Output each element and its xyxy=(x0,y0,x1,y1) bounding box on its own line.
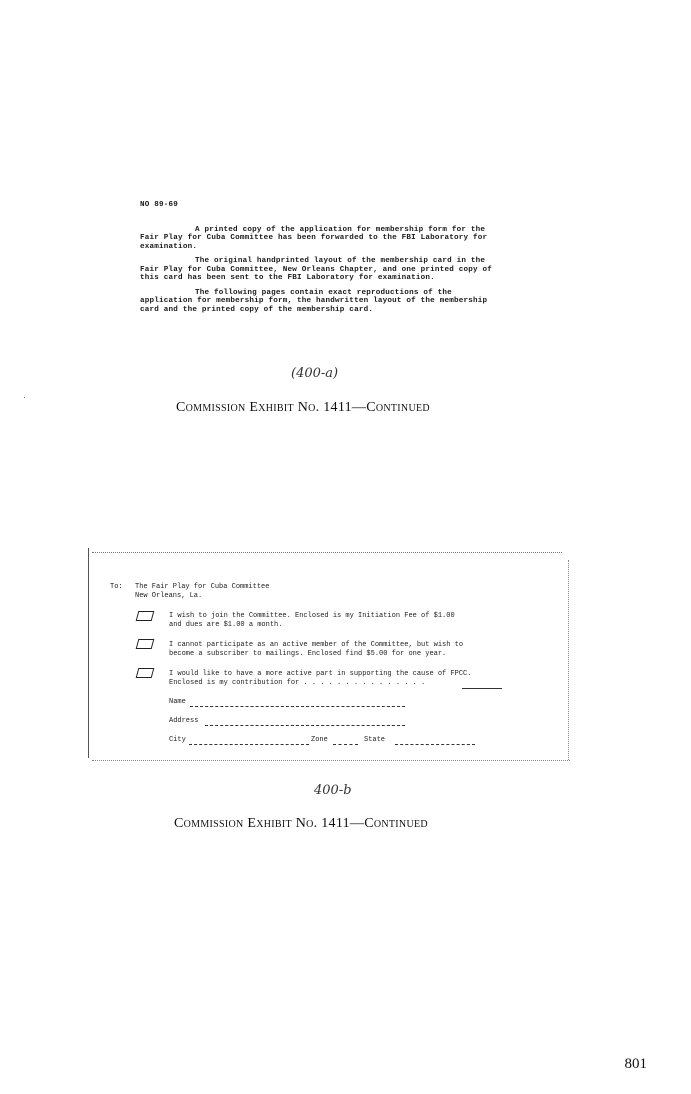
zone-label: Zone xyxy=(311,736,328,744)
card-right-edge xyxy=(568,560,569,760)
address-field[interactable] xyxy=(205,725,405,726)
option-subscribe-line-2: become a subscriber to mailings. Enclosed find $5.00 for one year. xyxy=(169,650,447,658)
exhibit-caption-top: Commission Exhibit No. 1411—Continued xyxy=(176,400,430,415)
contribution-blank[interactable] xyxy=(462,688,502,689)
memo-paragraph-1: A printed copy of the application for membership form for the Fair Play for Cuba Committee has been forwarded to the FBI Laboratory for examination. xyxy=(140,225,488,251)
option-join-line-2: and dues are $1.00 a month. xyxy=(169,621,283,629)
state-label: State xyxy=(364,736,386,744)
state-field[interactable] xyxy=(395,744,475,745)
margin-speck xyxy=(24,397,25,398)
addressee-line-2: New Orleans, La. xyxy=(135,592,203,600)
page-number: 801 xyxy=(624,1056,647,1072)
memo-paragraph-2: The original handprinted layout of the membership card in the Fair Play for Cuba Committee, New Orleans Chapter, and one printed copy of this card has been sent to the FBI Laboratory for examination. xyxy=(140,257,493,282)
option-contribute-line-2: Enclosed is my contribution for . . . . . . . . . . . . . . . xyxy=(169,679,426,687)
name-field[interactable] xyxy=(190,706,405,707)
card-bottom-edge xyxy=(92,760,570,761)
memo-paragraph-3: The following pages contain exact reproductions of the application for membership form, the handwritten layout of the membership card and the printed copy of the membership card. xyxy=(140,288,488,314)
address-label: Address xyxy=(169,717,199,725)
fbi-memo xyxy=(140,201,500,320)
addressee-line-1: The Fair Play for Cuba Committee xyxy=(135,583,270,591)
name-label: Name xyxy=(169,698,186,706)
handwritten-reference-b: 400-b xyxy=(314,783,352,798)
checkbox-subscribe[interactable] xyxy=(136,639,155,649)
to-label: To: xyxy=(110,583,123,591)
file-number: NO 89-69 xyxy=(140,201,179,209)
option-join-line-1: I wish to join the Committee. Enclosed is my Initiation Fee of $1.00 xyxy=(169,612,455,620)
exhibit-caption-bottom: Commission Exhibit No. 1411—Continued xyxy=(174,816,428,831)
zone-field[interactable] xyxy=(333,744,358,745)
option-contribute-line-1: I would like to have a more active part in supporting the cause of FPCC. xyxy=(169,670,472,678)
city-label: City xyxy=(169,736,186,744)
checkbox-contribute[interactable] xyxy=(136,668,155,678)
card-top-edge xyxy=(92,552,562,553)
option-subscribe-line-1: I cannot participate as an active member of the Committee, but wish to xyxy=(169,641,464,649)
checkbox-join[interactable] xyxy=(136,611,155,621)
city-field[interactable] xyxy=(189,744,309,745)
handwritten-reference-a: (400-a) xyxy=(291,366,339,381)
